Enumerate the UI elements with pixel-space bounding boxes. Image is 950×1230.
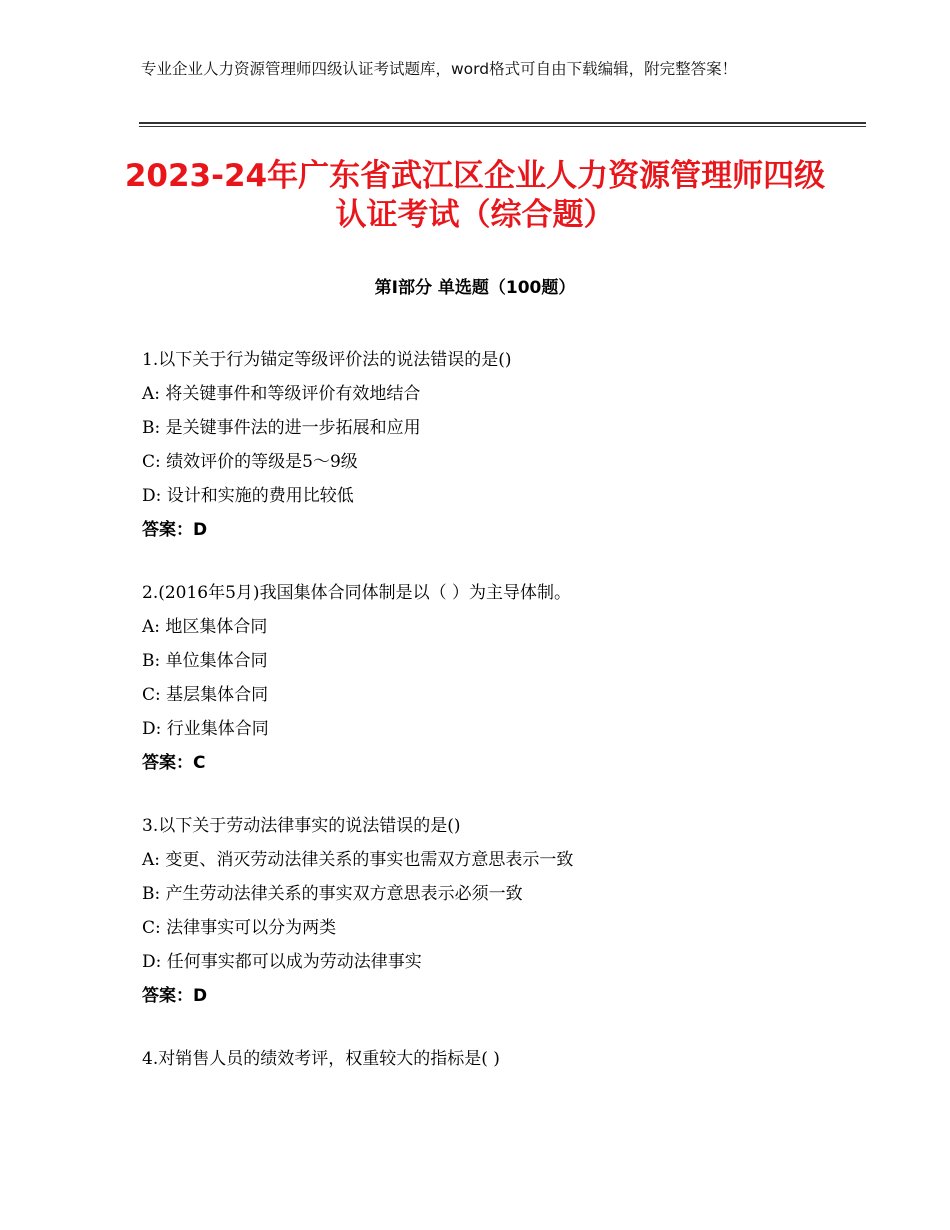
option-d: D: 设计和实施的费用比较低: [142, 486, 354, 506]
question-1: [142, 343, 862, 547]
option-a: A: 变更、消灭劳动法律关系的事实也需双方意思表示一致: [142, 850, 574, 870]
answer-label: 答案：D: [142, 986, 208, 1006]
section-heading: 第Ⅰ部分 单选题（100题）: [374, 278, 576, 298]
header-divider: [139, 122, 866, 124]
option-c: C: 绩效评价的等级是5～9级: [142, 452, 358, 472]
answer-label: 答案：C: [142, 753, 206, 773]
document-title: 2023-24年广东省武江区企业人力资源管理师四级认证考试（综合题）: [124, 158, 826, 233]
option-a: A: 地区集体合同: [142, 617, 268, 637]
question-2: [142, 576, 862, 780]
answer-label: 答案：D: [142, 520, 208, 540]
option-c: C: 基层集体合同: [142, 685, 269, 705]
option-b: B: 单位集体合同: [142, 651, 268, 671]
option-a: A: 将关键事件和等级评价有效地结合: [142, 384, 421, 404]
question-4: [142, 1042, 862, 1076]
option-c: C: 法律事实可以分为两类: [142, 918, 337, 938]
question-stem: 4.对销售人员的绩效考评，权重较大的指标是( ): [142, 1049, 500, 1069]
question-stem: 2.(2016年5月)我国集体合同体制是以（ ）为主导体制。: [142, 583, 571, 603]
option-d: D: 行业集体合同: [142, 719, 269, 739]
option-b: B: 产生劳动法律关系的事实双方意思表示必须一致: [142, 884, 523, 904]
header-divider-thin: [139, 126, 866, 127]
option-b: B: 是关键事件法的进一步拓展和应用: [142, 418, 421, 438]
question-stem: 3.以下关于劳动法律事实的说法错误的是(): [142, 816, 461, 836]
header-note: 专业企业人力资源管理师四级认证考试题库，word格式可自由下载编辑，附完整答案！: [141, 60, 738, 78]
question-3: [142, 809, 862, 1013]
question-list: [142, 343, 862, 1105]
option-d: D: 任何事实都可以成为劳动法律事实: [142, 952, 422, 972]
question-stem: 1.以下关于行为锚定等级评价法的说法错误的是(): [142, 350, 512, 370]
